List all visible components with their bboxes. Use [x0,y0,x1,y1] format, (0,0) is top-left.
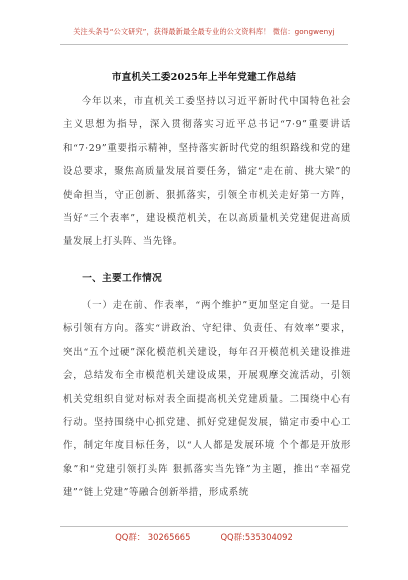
section-heading-main-work: 一、主要工作情况 [82,273,163,284]
footer-divider [60,526,348,527]
footer-qq-group-2: QQ群:535304092 [220,532,293,542]
footer-qq-group-1: QQ群： 30265665 [115,532,191,542]
header-divider [60,44,348,45]
footer-contacts [0,531,408,543]
header-banner: 关注头条号“公文研究”，获得最新最全最专业的公文资料库！ 微信：gongwenyj [73,27,335,36]
section-paragraph: （一）走在前、作表率，“两个维护”更加坚定自觉。一是目标引领有方向。落实“讲政治、守纪律、负责任、有效率”要求，突出“五个过硬”深化模范机关建设，每年召开模范机关建设推进会，总结发布全市模范机关建设成果，开展观摩交流活动，引领机关党组织自觉对标对表全面提高机关党建质量。二围绕中心有行动。坚持围绕中心抓党建、抓好党建促发展，锚定市委中心工作，制定年度目标任务，以“人人都是发展环境 个个都是开放形象”和“党建引领打头阵 狠抓落实当先锋”为主题，推出“幸福党建”“链上党建”等融合创新举措，形成系统 [63,300,351,499]
document-title: 市直机关工委2025年上半年党建工作总结 [111,72,297,83]
intro-paragraph: 今年以来，市直机关工委坚持以习近平新时代中国特色社会主义思想为指导，深入贯彻落实习近平总书记“7·9”重要讲话和“7·29”重要指示精神，坚持落实新时代党的组织路线和党的建设总要求，聚焦高质量发展首要任务，锚定“走在前、挑大梁”的使命担当，守正创新、狠抓落实，引领全市机关走好第一方阵，当好“三个表率”，建设模范机关，在以高质量机关党建促进高质量发展上打头阵、当先锋。 [63,96,351,248]
